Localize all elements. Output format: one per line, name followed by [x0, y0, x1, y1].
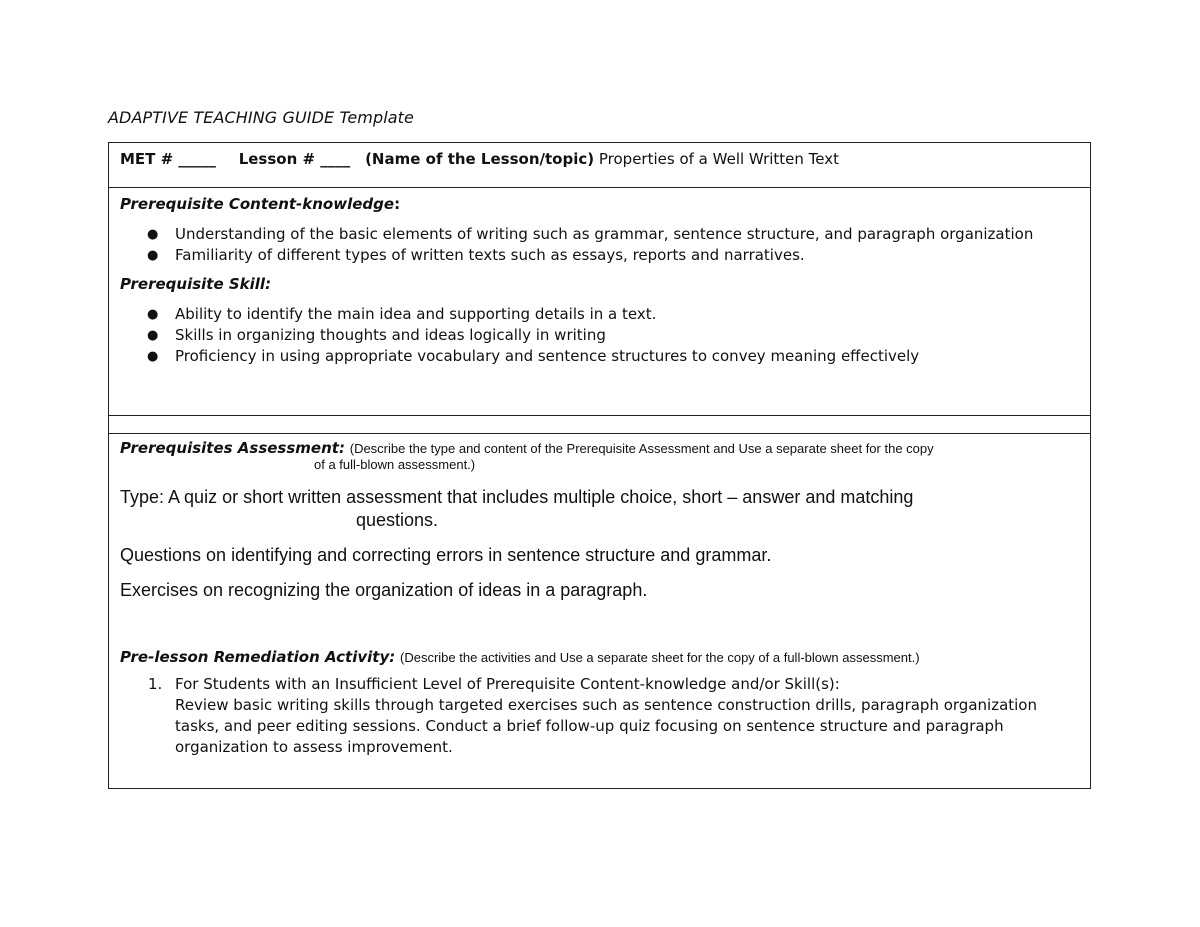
assessment-row — [109, 434, 1090, 788]
prerequisite-content-heading: Prerequisite Content-knowledge: — [120, 195, 401, 213]
assessment-description-continued: of a full-blown assessment.) — [314, 457, 476, 472]
remediation-heading — [120, 647, 1079, 668]
lesson-number-label: Lesson # ____ — [238, 150, 351, 168]
remediation-item-title: For Students with an Insufficient Level of Prerequisite Content-knowledge and/or Skill(s): — [175, 675, 840, 693]
document-title: ADAPTIVE TEACHING GUIDE Template — [108, 108, 414, 127]
lesson-name-label: (Name of the Lesson/topic) — [365, 150, 595, 168]
prerequisite-content-list — [120, 224, 1079, 266]
bullet-icon: ● — [147, 349, 159, 364]
met-number-label: MET # _____ — [120, 150, 216, 168]
assessment-heading — [120, 440, 1079, 457]
remediation-list — [120, 674, 1079, 758]
lesson-name-value: Properties of a Well Written Text — [598, 150, 840, 168]
list-item: ● Proficiency in using appropriate vocabulary and sentence structures to convey meaning effectively — [147, 347, 920, 365]
bullet-icon: ● — [147, 248, 159, 263]
assessment-title: Prerequisites Assessment: — [120, 439, 345, 457]
list-item: ● Skills in organizing thoughts and ideas logically in writing — [147, 326, 606, 344]
remediation-title: Pre-lesson Remediation Activity: — [120, 648, 396, 666]
prerequisites-row — [109, 188, 1090, 416]
assessment-exercises: Exercises on recognizing the organization of ideas in a paragraph. — [120, 580, 648, 600]
prerequisite-skill-list — [120, 304, 1079, 367]
empty-row — [109, 416, 1090, 434]
list-number: 1. — [148, 675, 163, 693]
bullet-icon: ● — [147, 227, 159, 242]
list-item: ● Understanding of the basic elements of writing such as grammar, sentence structure, and paragraph organization — [147, 225, 1034, 243]
assessment-description: (Describe the type and content of the Prerequisite Assessment and Use a separate sheet for the copy — [349, 441, 934, 456]
list-item — [120, 674, 1079, 758]
prerequisite-skill-heading: Prerequisite Skill: — [120, 275, 272, 293]
lesson-header-row — [109, 143, 1090, 188]
assessment-type: Type: A quiz or short written assessment that includes multiple choice, short – answer and matching — [120, 487, 914, 507]
remediation-description: (Describe the activities and Use a separate sheet for the copy of a full-blown assessment.) — [400, 650, 920, 665]
remediation-item-body: Review basic writing skills through targeted exercises such as sentence construction drills, paragraph organization tasks, and peer editing sessions. Conduct a brief follow-up quiz focusing on sentence structure and paragraph organization to assess improvement. — [175, 696, 1037, 756]
list-item: ● Ability to identify the main idea and supporting details in a text. — [147, 305, 657, 323]
bullet-icon: ● — [147, 307, 159, 322]
assessment-type-continued: questions. — [356, 510, 439, 530]
list-item: ● Familiarity of different types of written texts such as essays, reports and narratives. — [147, 246, 805, 264]
teaching-guide-table — [108, 142, 1091, 789]
assessment-questions: Questions on identifying and correcting errors in sentence structure and grammar. — [120, 545, 772, 565]
bullet-icon: ● — [147, 328, 159, 343]
